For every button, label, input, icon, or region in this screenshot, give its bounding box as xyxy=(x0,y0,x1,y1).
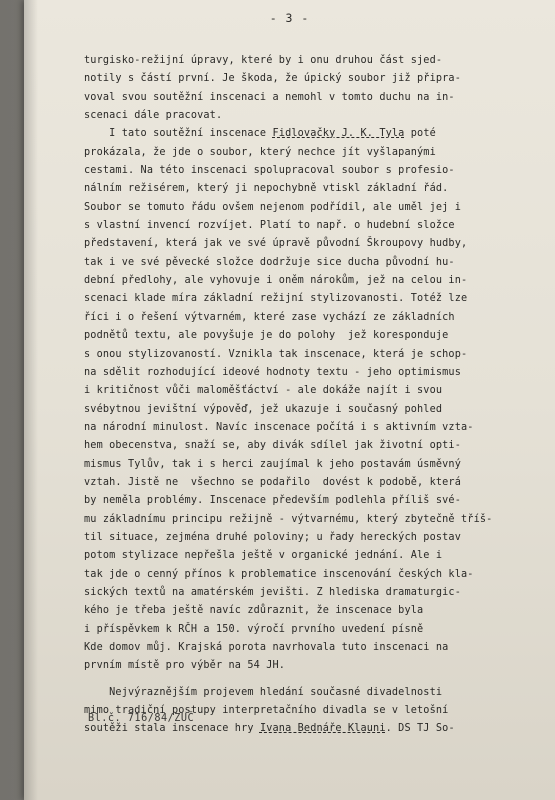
paragraph-1 xyxy=(84,52,524,125)
text-line: voval svou soutěžní inscenaci a nemohl v tomto duchu na in- xyxy=(84,91,455,103)
text-line: říci i o řešení výtvarném, které zase vychází ze základních xyxy=(84,311,455,323)
text-segment: I tato soutěžní inscenace xyxy=(84,128,273,140)
text-line: potom stylizace nepřešla ještě v organické jednání. Ale i xyxy=(84,550,443,562)
text-line: kého je třeba ještě navíc zdůraznit, že inscenace byla xyxy=(84,605,424,617)
page-number: - 3 - xyxy=(269,11,310,25)
text-line: s onou stylizovaností. Vznikla tak inscenace, která je schop- xyxy=(84,348,468,360)
typewritten-body xyxy=(84,52,524,739)
text-line: turgisko-režijní úpravy, které by i onu druhou část sjed- xyxy=(84,55,443,66)
text-line: tak jde o cenný přínos k problematice inscenování českých kla- xyxy=(84,568,474,580)
text-line: na sdělit rozhodující ideové hodnoty textu - jeho optimismus xyxy=(84,366,462,378)
text-line: svébytnou jevištní výpověď, jež ukazuje i současný pohled xyxy=(84,403,443,415)
text-line: hem obecenstva, snaží se, aby divák sdílel jak životní opti- xyxy=(84,440,462,452)
text-line: sických textů na amatérském jevišti. Z hlediska dramaturgic- xyxy=(84,586,462,598)
text-line: Nejvýraznějším projevem hledání současné divadelnosti xyxy=(84,686,443,698)
text-line: scenaci klade míra základní režijní stylizovanosti. Totéž lze xyxy=(84,293,468,305)
text-line: na národní minulost. Navíc inscenace počítá i s aktivním vzta- xyxy=(84,421,474,433)
text-segment: . DS TJ So- xyxy=(385,723,455,735)
underlined-play-title: Fidlovačky J. K. Tyla xyxy=(272,128,405,140)
text-line: podnětů textu, ale povyšuje je do polohy jež koresponduje xyxy=(84,330,449,342)
text-line: nálním režisérem, který ji nepochybně vtiskl základní řád. xyxy=(84,183,449,195)
text-line: i příspěvkem k RČH a 150. výročí prvního uvedení písně xyxy=(84,623,424,635)
text-line: Kde domov můj. Krajská porota navrhovala tuto inscenaci na xyxy=(84,642,449,653)
text-line: dební předlohy, ale vyhovuje i oněm nárokům, jež na celou in- xyxy=(84,275,468,287)
text-line: cestami. Na této inscenaci spolupracoval soubor s profesio- xyxy=(84,165,455,177)
text-line: til situace, zejména druhé poloviny; u řady hereckých postav xyxy=(84,531,462,543)
paragraph-2 xyxy=(84,125,524,675)
text-line: mu základnímu principu režijně - výtvarnému, který zbytečně tříš- xyxy=(84,513,493,525)
page-edge-shadow xyxy=(24,0,38,800)
text-line: představení, která jak ve své úpravě původní Škroupovy hudby, xyxy=(84,238,468,250)
paper-sheet xyxy=(24,0,555,800)
paragraph-gap xyxy=(84,676,524,684)
text-segment: poté xyxy=(404,128,436,140)
text-line: Soubor se tomuto řádu ovšem nejenom podřídil, ale uměl jej i xyxy=(84,201,462,213)
text-line: s vlastní invencí rozvíjet. Platí to např. o hudební složce xyxy=(84,220,455,232)
text-line: notily s částí první. Je škoda, že úpický soubor již připra- xyxy=(84,73,462,85)
text-line: vztah. Jistě ne všechno se podařilo dovést k podobě, která xyxy=(84,476,462,488)
text-line: by neměla problémy. Inscenace především podlehla příliš své- xyxy=(84,495,462,507)
text-line xyxy=(84,125,524,143)
text-line: scenaci dále pracovat. xyxy=(84,110,223,122)
text-line: mimo tradiční postupy interpretačního divadla se v letošní xyxy=(84,705,449,717)
text-line: prokázala, že jde o soubor, který nechce jít vyšlapanými xyxy=(84,146,436,158)
text-segment: soutěži stala inscenace hry xyxy=(84,723,260,735)
document-reference: Bl.č. 716/84/ZUČ xyxy=(88,713,195,724)
text-line: i kritičnost vůči maloměšťáctví - ale dokáže najít i svou xyxy=(84,385,443,397)
underlined-play-title: Ivana Bednáře Klauni xyxy=(259,723,386,735)
text-line: mismus Tylův, tak i s herci zaujímal k jeho postavám úsměvný xyxy=(84,458,462,470)
text-line: tak i ve své pěvecké složce dodržuje sice ducha původní hu- xyxy=(84,256,455,268)
text-line: prvním místě pro výběr na 54 JH. xyxy=(84,660,286,672)
paragraph-3 xyxy=(84,684,524,739)
